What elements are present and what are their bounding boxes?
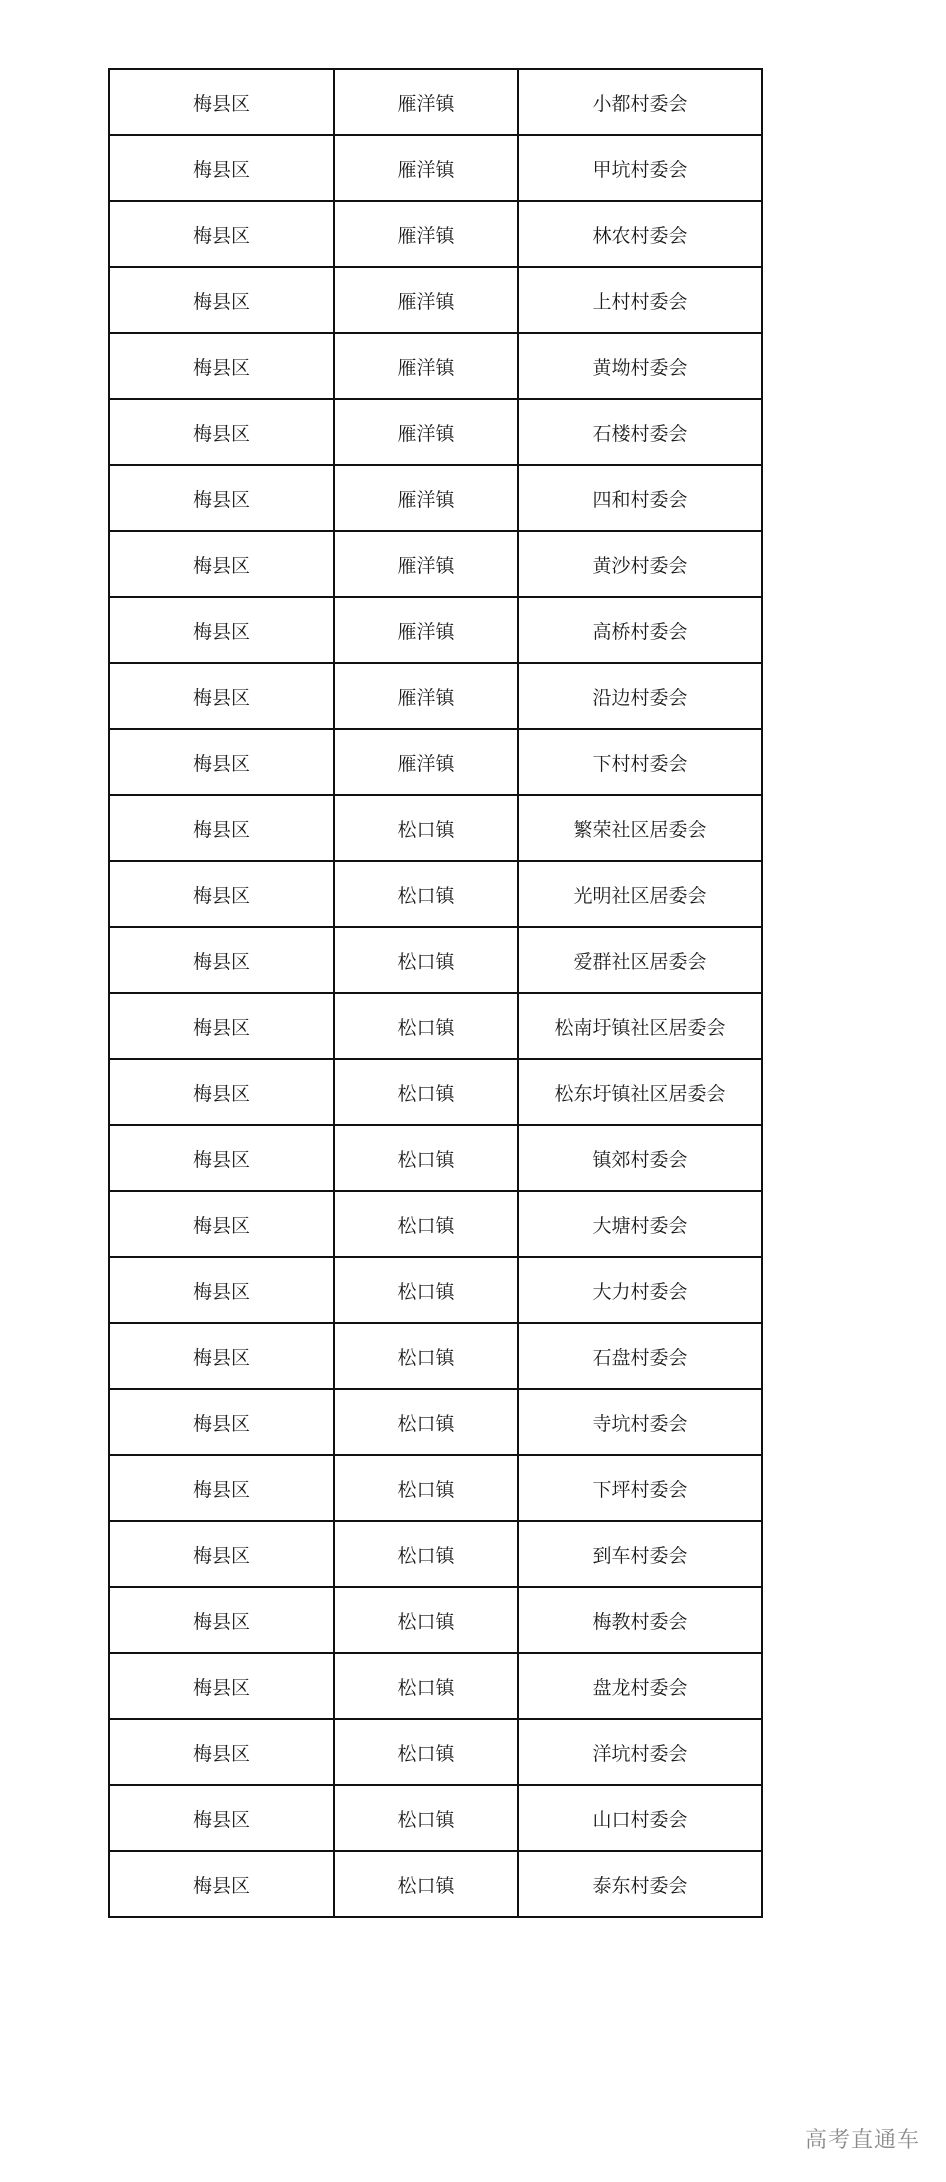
table-row <box>109 267 762 333</box>
district-cell: 梅县区 <box>109 1257 334 1323</box>
table-row <box>109 399 762 465</box>
table-row <box>109 1125 762 1191</box>
committee-cell: 泰东村委会 <box>518 1851 762 1917</box>
town-cell: 松口镇 <box>334 993 518 1059</box>
district-cell: 梅县区 <box>109 1191 334 1257</box>
table-row <box>109 1455 762 1521</box>
town-cell: 松口镇 <box>334 1521 518 1587</box>
district-cell: 梅县区 <box>109 1851 334 1917</box>
town-cell: 松口镇 <box>334 795 518 861</box>
town-cell: 松口镇 <box>334 1785 518 1851</box>
town-cell: 雁洋镇 <box>334 531 518 597</box>
district-cell: 梅县区 <box>109 1323 334 1389</box>
committee-table <box>108 68 763 1918</box>
town-cell: 松口镇 <box>334 1125 518 1191</box>
district-cell: 梅县区 <box>109 531 334 597</box>
district-cell: 梅县区 <box>109 135 334 201</box>
town-cell: 雁洋镇 <box>334 135 518 201</box>
town-cell: 松口镇 <box>334 1455 518 1521</box>
district-cell: 梅县区 <box>109 69 334 135</box>
district-cell: 梅县区 <box>109 1455 334 1521</box>
district-cell: 梅县区 <box>109 267 334 333</box>
committee-cell: 小都村委会 <box>518 69 762 135</box>
table-row <box>109 531 762 597</box>
town-cell: 雁洋镇 <box>334 729 518 795</box>
committee-cell: 繁荣社区居委会 <box>518 795 762 861</box>
committee-cell: 到车村委会 <box>518 1521 762 1587</box>
town-cell: 雁洋镇 <box>334 399 518 465</box>
table-row <box>109 1785 762 1851</box>
town-cell: 雁洋镇 <box>334 69 518 135</box>
district-cell: 梅县区 <box>109 1653 334 1719</box>
table-row <box>109 1257 762 1323</box>
table-row <box>109 465 762 531</box>
district-cell: 梅县区 <box>109 1059 334 1125</box>
town-cell: 松口镇 <box>334 1191 518 1257</box>
table-row <box>109 135 762 201</box>
town-cell: 雁洋镇 <box>334 597 518 663</box>
committee-cell: 黄沙村委会 <box>518 531 762 597</box>
table-row <box>109 597 762 663</box>
committee-cell: 黄坳村委会 <box>518 333 762 399</box>
district-cell: 梅县区 <box>109 399 334 465</box>
town-cell: 松口镇 <box>334 1257 518 1323</box>
table-row <box>109 333 762 399</box>
committee-cell: 大力村委会 <box>518 1257 762 1323</box>
district-cell: 梅县区 <box>109 1785 334 1851</box>
table-row <box>109 663 762 729</box>
town-cell: 松口镇 <box>334 1851 518 1917</box>
district-cell: 梅县区 <box>109 663 334 729</box>
committee-cell: 洋坑村委会 <box>518 1719 762 1785</box>
committee-cell: 光明社区居委会 <box>518 861 762 927</box>
table-row <box>109 993 762 1059</box>
table-row <box>109 1389 762 1455</box>
town-cell: 雁洋镇 <box>334 663 518 729</box>
committee-cell: 大塘村委会 <box>518 1191 762 1257</box>
district-cell: 梅县区 <box>109 597 334 663</box>
watermark-text: 高考直通车 <box>804 2128 920 2153</box>
table-row <box>109 795 762 861</box>
district-cell: 梅县区 <box>109 1587 334 1653</box>
town-cell: 松口镇 <box>334 927 518 993</box>
table-row <box>109 69 762 135</box>
town-cell: 雁洋镇 <box>334 267 518 333</box>
committee-cell: 松南圩镇社区居委会 <box>518 993 762 1059</box>
committee-cell: 高桥村委会 <box>518 597 762 663</box>
committee-cell: 盘龙村委会 <box>518 1653 762 1719</box>
committee-cell: 石楼村委会 <box>518 399 762 465</box>
committee-cell: 甲坑村委会 <box>518 135 762 201</box>
town-cell: 雁洋镇 <box>334 201 518 267</box>
committee-cell: 爱群社区居委会 <box>518 927 762 993</box>
town-cell: 松口镇 <box>334 1653 518 1719</box>
table-row <box>109 201 762 267</box>
committee-cell: 沿边村委会 <box>518 663 762 729</box>
committee-cell: 松东圩镇社区居委会 <box>518 1059 762 1125</box>
town-cell: 松口镇 <box>334 1323 518 1389</box>
table-row <box>109 729 762 795</box>
district-cell: 梅县区 <box>109 795 334 861</box>
town-cell: 松口镇 <box>334 1389 518 1455</box>
town-cell: 松口镇 <box>334 861 518 927</box>
table-row <box>109 1851 762 1917</box>
table-row <box>109 1587 762 1653</box>
district-cell: 梅县区 <box>109 993 334 1059</box>
committee-cell: 梅教村委会 <box>518 1587 762 1653</box>
committee-cell: 镇郊村委会 <box>518 1125 762 1191</box>
table-row <box>109 1323 762 1389</box>
table-row <box>109 1521 762 1587</box>
district-cell: 梅县区 <box>109 1125 334 1191</box>
town-cell: 松口镇 <box>334 1719 518 1785</box>
district-cell: 梅县区 <box>109 333 334 399</box>
committee-table-body <box>109 69 762 1917</box>
district-cell: 梅县区 <box>109 201 334 267</box>
table-row <box>109 1191 762 1257</box>
district-cell: 梅县区 <box>109 861 334 927</box>
committee-cell: 山口村委会 <box>518 1785 762 1851</box>
district-cell: 梅县区 <box>109 1719 334 1785</box>
committee-cell: 寺坑村委会 <box>518 1389 762 1455</box>
town-cell: 松口镇 <box>334 1059 518 1125</box>
district-cell: 梅县区 <box>109 927 334 993</box>
district-cell: 梅县区 <box>109 1389 334 1455</box>
town-cell: 雁洋镇 <box>334 333 518 399</box>
table-row <box>109 1653 762 1719</box>
district-cell: 梅县区 <box>109 729 334 795</box>
committee-cell: 上村村委会 <box>518 267 762 333</box>
committee-cell: 下村村委会 <box>518 729 762 795</box>
table-row <box>109 927 762 993</box>
district-cell: 梅县区 <box>109 465 334 531</box>
table-row <box>109 1059 762 1125</box>
table-row <box>109 1719 762 1785</box>
committee-cell: 四和村委会 <box>518 465 762 531</box>
committee-cell: 林农村委会 <box>518 201 762 267</box>
table-row <box>109 861 762 927</box>
town-cell: 松口镇 <box>334 1587 518 1653</box>
town-cell: 雁洋镇 <box>334 465 518 531</box>
committee-cell: 石盘村委会 <box>518 1323 762 1389</box>
committee-cell: 下坪村委会 <box>518 1455 762 1521</box>
district-cell: 梅县区 <box>109 1521 334 1587</box>
